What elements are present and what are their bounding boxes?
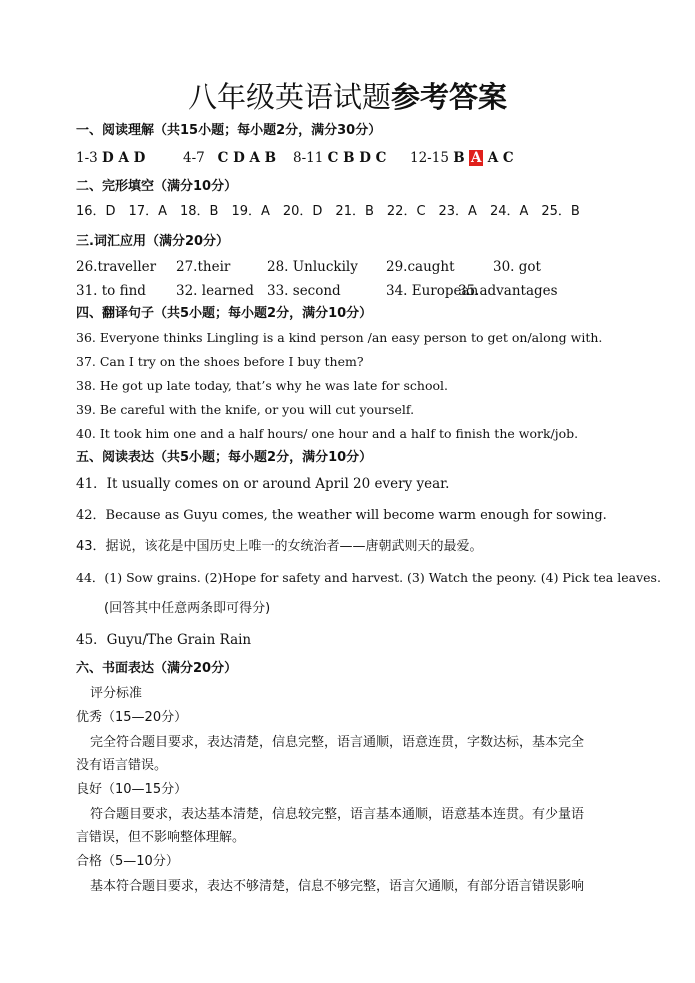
section1-heading: 一、阅读理解（共15小题；每小题2分，满分30分） xyxy=(76,123,382,138)
vocab-item: 32. learned xyxy=(176,283,254,299)
level-desc: 完全符合题目要求，表达清楚，信息完整，语言通顺，语意连贯，字数达标，基本完全 xyxy=(90,735,585,750)
vocab-item: 35.advantages xyxy=(458,283,558,299)
title-answer-key: 参考答案 xyxy=(391,80,508,114)
range-12-15: 12-15 xyxy=(410,150,449,166)
vocab-item: 29.caught xyxy=(386,259,455,275)
translation-item: 37. Can I try on the shoes before I buy them? xyxy=(76,354,364,369)
vocab-item: 28. Unluckily xyxy=(267,259,358,275)
translation-item: 38. He got up late today, that’s why he was late for school. xyxy=(76,378,448,393)
translation-item: 36. Everyone thinks Lingling is a kind person /an easy person to get on/along with. xyxy=(76,330,603,345)
answers-8-11: C B D C xyxy=(327,150,387,166)
answers-1-3: D A D xyxy=(102,150,146,166)
level-desc: 符合题目要求，表达基本清楚，信息较完整，语言基本通顺，语意基本连贯。有少量语 xyxy=(90,807,585,822)
section4-heading: 四、翻译句子（共5小题；每小题2分，满分10分） xyxy=(76,306,373,321)
vocab-item: 26.traveller xyxy=(76,259,157,275)
title-main: 八年级英语试题 xyxy=(187,80,391,114)
section1-group-3 xyxy=(293,148,386,168)
translation-item: 39. Be careful with the knife, or you will cut yourself. xyxy=(76,402,415,417)
section5-heading: 五、阅读表达（共5小题；每小题2分，满分10分） xyxy=(76,450,373,465)
section1-group-4 xyxy=(410,148,514,168)
reading-answer: 41．It usually comes on or around April 20 every year. xyxy=(76,476,450,492)
range-4-7: 4-7 xyxy=(183,150,205,166)
section2-answers: 16．D 17．A 18．B 19．A 20．D 21．B 22．C 23．A 24．A 25．B xyxy=(76,204,580,219)
criteria-label: 评分标准 xyxy=(90,686,143,701)
vocab-item: 30. got xyxy=(493,259,541,275)
level-desc: 基本符合题目要求，表达不够清楚，信息不够完整，语言欠通顺，有部分语言错误影响 xyxy=(90,879,585,894)
section6-heading: 六、书面表达（满分20分） xyxy=(76,661,238,676)
vocab-item: 33. second xyxy=(267,283,341,299)
section2-heading: 二、完形填空（满分10分） xyxy=(76,179,238,194)
level-label-excellent: 优秀（15—20分） xyxy=(76,710,188,725)
level-desc: 言错误，但不影响整体理解。 xyxy=(76,830,246,845)
section1-group-1 xyxy=(76,148,145,168)
section3-heading: 三.词汇应用（满分20分） xyxy=(76,234,230,249)
answers-14-15: A C xyxy=(487,150,514,166)
level-label-pass: 合格（5—10分） xyxy=(76,854,179,869)
reading-answer: 42．Because as Guyu comes, the weather will become warm enough for sowing. xyxy=(76,508,607,523)
level-label-good: 良好（10—15分） xyxy=(76,782,188,797)
reading-answer: 44．(1) Sow grains. (2)Hope for safety and harvest. (3) Watch the peony. (4) Pick tea leaves. xyxy=(76,570,661,585)
vocab-item: 34. European xyxy=(386,283,479,299)
reading-answer: 43．据说，该花是中国历史上唯一的女统治者——唐朝武则天的最爱。 xyxy=(76,539,483,554)
reading-answer-note: (回答其中任意两条即可得分) xyxy=(104,601,271,616)
vocab-item: 31. to find xyxy=(76,283,146,299)
section1-group-2 xyxy=(183,148,276,168)
range-8-11: 8-11 xyxy=(293,150,324,166)
answers-12-before: B xyxy=(453,150,465,166)
vocab-item: 27.their xyxy=(176,259,231,275)
range-1-3: 1-3 xyxy=(76,150,98,166)
highlighted-answer: A xyxy=(470,150,482,166)
answers-4-7: C D A B xyxy=(217,150,277,166)
translation-item: 40. It took him one and a half hours/ one hour and a half to finish the work/job. xyxy=(76,426,579,441)
level-desc: 没有语言错误。 xyxy=(76,758,168,773)
page-title xyxy=(0,78,695,116)
reading-answer: 45．Guyu/The Grain Rain xyxy=(76,632,252,648)
